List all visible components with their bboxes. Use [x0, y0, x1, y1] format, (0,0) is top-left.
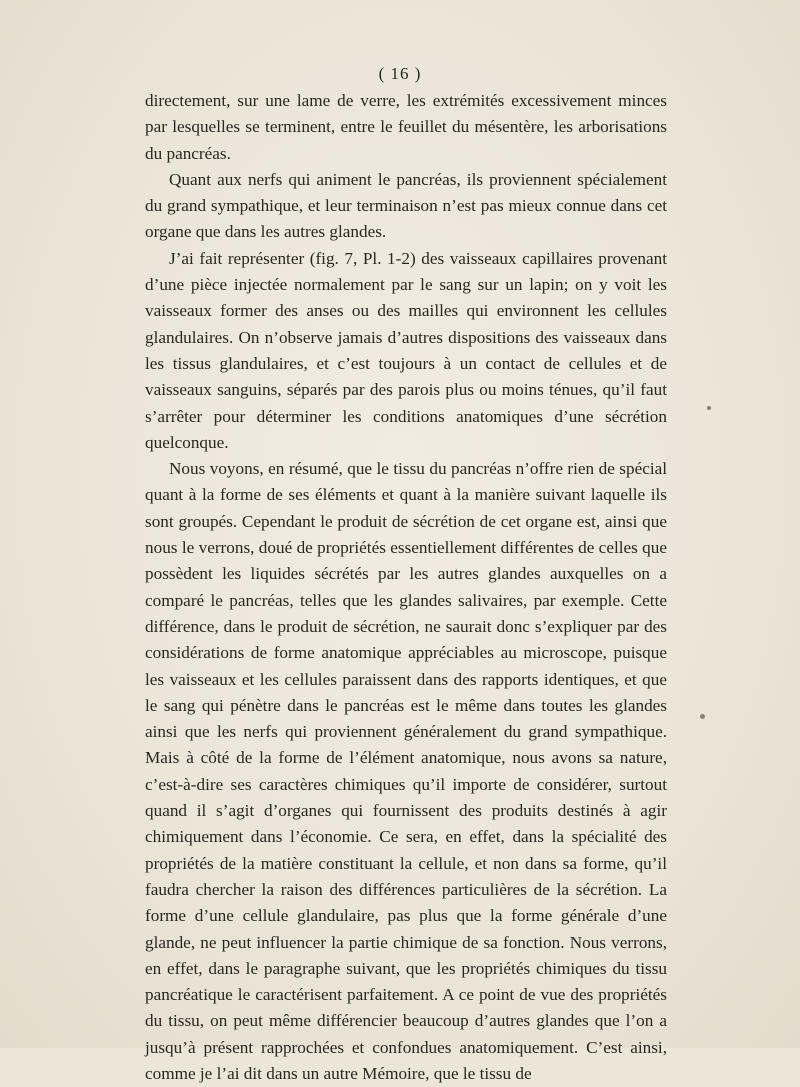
paragraph-1: directement, sur une lame de verre, les extrémités excessivement minces par lesquelles se terminent, entre le feuillet du mésentère, les arborisations du pancréas. — [145, 91, 667, 163]
paper-speck — [700, 714, 705, 719]
page-number: ( 16 ) — [378, 64, 422, 83]
paragraph-4: Nous voyons, en résumé, que le tissu du pancréas n’offre rien de spécial quant à la forme de ses éléments et quant à la manière suivant laquelle ils sont groupés. Cependant le produit de sécrétion de cet organe est, ainsi que nous le verrons, doué de propriétés essentiellement différentes de celles que possèdent les liquides sécrétés par les autres glandes auxquelles on a comparé le pancréas, telles que les glandes salivaires, par exemple. Cette différence, dans le produit de sécrétion, ne saurait donc s’expliquer par des considérations de forme anatomique appréciables au microscope, puisque les vaisseaux et les cellules paraissent dans des rapports identiques, et que le sang qui pénètre dans le pancréas est le même dans toutes les glandes ainsi que les nerfs qui proviennent généralement du grand sympathique. Mais à côté de la forme de l’élément anatomique, nous avons sa nature, c’est-à-dire ses caractères chimiques qu’il importe de considérer, surtout quand il s’agit d’organes qui fournissent des produits destinés à agir chimiquement dans l’économie. Ce sera, en effet, dans la spécialité des propriétés de la matière constituant la cellule, et non dans sa forme, qu’il faudra chercher la raison des différences particulières de la sécrétion. La forme d’une cellule glandulaire, pas plus que la forme générale d’une glande, ne peut influencer la partie chimique de sa fonction. Nous verrons, en effet, dans le paragraphe suivant, que les propriétés chimiques du tissu pancréatique le caractérisent parfaitement. A ce point de vue des propriétés du tissu, on peut même différencier beaucoup d’autres glandes que l’on a jusqu’à présent rapprochées et confondues anatomiquement. C’est ainsi, comme je l’ai dit dans un autre Mémoire, que le tissu de — [145, 459, 667, 1083]
paragraph-3: J’ai fait représenter (fig. 7, Pl. 1-2) des vaisseaux capillaires provenant d’une pièce injectée normalement par le sang sur un lapin; on y voit les vaisseaux former des anses ou des mailles qui environnent les cellules glandulaires. On n’observe jamais d’autres dispositions des vaisseaux dans les tissus glandulaires, et c’est toujours à un contact de cellules et de vaisseaux sanguins, séparés par des parois plus ou moins ténues, qu’il faut s’arrêter pour déterminer les conditions anatomiques d’une sécrétion quelconque. — [145, 248, 667, 452]
paper-speck — [707, 406, 711, 410]
paragraph-2: Quant aux nerfs qui animent le pancréas, ils proviennent spécialement du grand sympathique, et leur terminaison n’est pas mieux connue dans cet organe que dans les autres glandes. — [145, 169, 667, 242]
body-text — [145, 88, 667, 1087]
